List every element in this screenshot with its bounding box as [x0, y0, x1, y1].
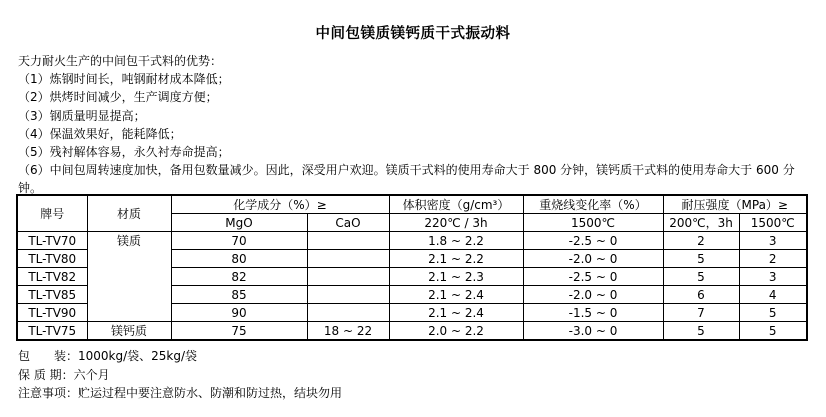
- cell-grade: TL-TV80: [17, 250, 87, 268]
- shelf-life-info: 保 质 期：六个月: [18, 367, 110, 382]
- cell-mgo: 82: [171, 268, 307, 286]
- cell-strength-200: 6: [663, 286, 739, 304]
- cell-mgo: 80: [171, 250, 307, 268]
- cell-grade: TL-TV70: [17, 232, 87, 250]
- cell-mgo: 75: [171, 322, 307, 341]
- advantage-item: （1）炼钢时间长，吨钢耐材成本降低；: [18, 72, 230, 87]
- cell-cao: [307, 286, 389, 304]
- cell-reheat: -2.0 ~ 0: [523, 286, 663, 304]
- cell-density: 2.1 ~ 2.2: [389, 250, 523, 268]
- cell-reheat: -1.5 ~ 0: [523, 304, 663, 322]
- advantage-item: （3）钢质量明显提高；: [18, 108, 146, 123]
- subheader-mgo: MgO: [171, 214, 307, 232]
- table-row: [17, 322, 807, 341]
- cell-material: [87, 304, 171, 322]
- table-header-row: [17, 195, 807, 214]
- cell-material: [87, 250, 171, 268]
- cell-cao: [307, 250, 389, 268]
- subheader-strength-200: 200℃，3h: [663, 214, 739, 232]
- cell-grade: TL-TV85: [17, 286, 87, 304]
- spec-table: [16, 194, 808, 341]
- cell-density: 1.8 ~ 2.2: [389, 232, 523, 250]
- table-row: [17, 250, 807, 268]
- cell-cao: 18 ~ 22: [307, 322, 389, 341]
- cell-strength-1500: 5: [739, 304, 807, 322]
- cell-strength-1500: 3: [739, 232, 807, 250]
- cell-grade: TL-TV90: [17, 304, 87, 322]
- advantage-item: （2）烘烤时间减少，生产调度方便；: [18, 90, 218, 105]
- cell-strength-1500: 2: [739, 250, 807, 268]
- header-material: 材质: [87, 195, 171, 232]
- subheader-strength-1500: 1500℃: [739, 214, 807, 232]
- cell-strength-200: 2: [663, 232, 739, 250]
- subheader-cao: CaO: [307, 214, 389, 232]
- cell-strength-200: 5: [663, 250, 739, 268]
- cell-cao: [307, 268, 389, 286]
- cell-material: 镁质: [87, 232, 171, 250]
- cell-reheat: -2.0 ~ 0: [523, 250, 663, 268]
- cell-reheat: -2.5 ~ 0: [523, 268, 663, 286]
- subheader-reheat-condition: 1500℃: [523, 214, 663, 232]
- cell-strength-1500: 5: [739, 322, 807, 341]
- cell-strength-200: 7: [663, 304, 739, 322]
- advantage-item: （4）保温效果好，能耗降低；: [18, 126, 182, 141]
- cell-strength-200: 5: [663, 322, 739, 341]
- subheader-density-condition: 220℃ / 3h: [389, 214, 523, 232]
- cell-strength-1500: 4: [739, 286, 807, 304]
- cell-cao: [307, 232, 389, 250]
- advantage-item: （5）残衬解体容易，永久衬寿命提高；: [18, 145, 230, 160]
- cell-reheat: -2.5 ~ 0: [523, 232, 663, 250]
- advantages-section: [18, 52, 818, 198]
- header-grade: 牌号: [17, 195, 87, 232]
- cell-cao: [307, 304, 389, 322]
- cell-mgo: 90: [171, 304, 307, 322]
- table-row: [17, 268, 807, 286]
- cell-reheat: -3.0 ~ 0: [523, 322, 663, 341]
- advantage-item: （6）中间包周转速度加快，备用包数量减少。因此，深受用户欢迎。镁质干式料的使用寿命大于 800 分钟，镁钙质干式料的使用寿命大于 600 分钟。: [18, 163, 795, 196]
- cell-density: 2.1 ~ 2.4: [389, 304, 523, 322]
- table-row: [17, 304, 807, 322]
- page-title: 中间包镁质镁钙质干式振动料: [315, 26, 511, 42]
- cell-material: 镁钙质: [87, 322, 171, 341]
- cell-density: 2.1 ~ 2.3: [389, 268, 523, 286]
- cell-material: [87, 286, 171, 304]
- header-bulk-density: 体积密度（g/cm³）: [389, 195, 523, 214]
- table-row: [17, 232, 807, 250]
- cell-mgo: 70: [171, 232, 307, 250]
- packing-info: 包 装：1000kg/袋、25kg/袋: [18, 349, 198, 363]
- cell-strength-200: 5: [663, 268, 739, 286]
- table-row: [17, 286, 807, 304]
- notes-info: 注意事项：贮运过程中要注意防水、防潮和防过热，结块勿用: [18, 386, 343, 400]
- header-chemical-composition: 化学成分（%）≥: [171, 195, 389, 214]
- cell-density: 2.1 ~ 2.4: [389, 286, 523, 304]
- advantages-heading: 天力耐火生产的中间包干式料的优势：: [18, 54, 223, 68]
- cell-strength-1500: 3: [739, 268, 807, 286]
- footer-info: [18, 347, 818, 403]
- cell-grade: TL-TV82: [17, 268, 87, 286]
- cell-mgo: 85: [171, 286, 307, 304]
- header-compressive-strength: 耐压强度（MPa）≥: [663, 195, 807, 214]
- cell-density: 2.0 ~ 2.2: [389, 322, 523, 341]
- header-reheat-change: 重烧线变化率（%）: [523, 195, 663, 214]
- cell-grade: TL-TV75: [17, 322, 87, 341]
- cell-material: [87, 268, 171, 286]
